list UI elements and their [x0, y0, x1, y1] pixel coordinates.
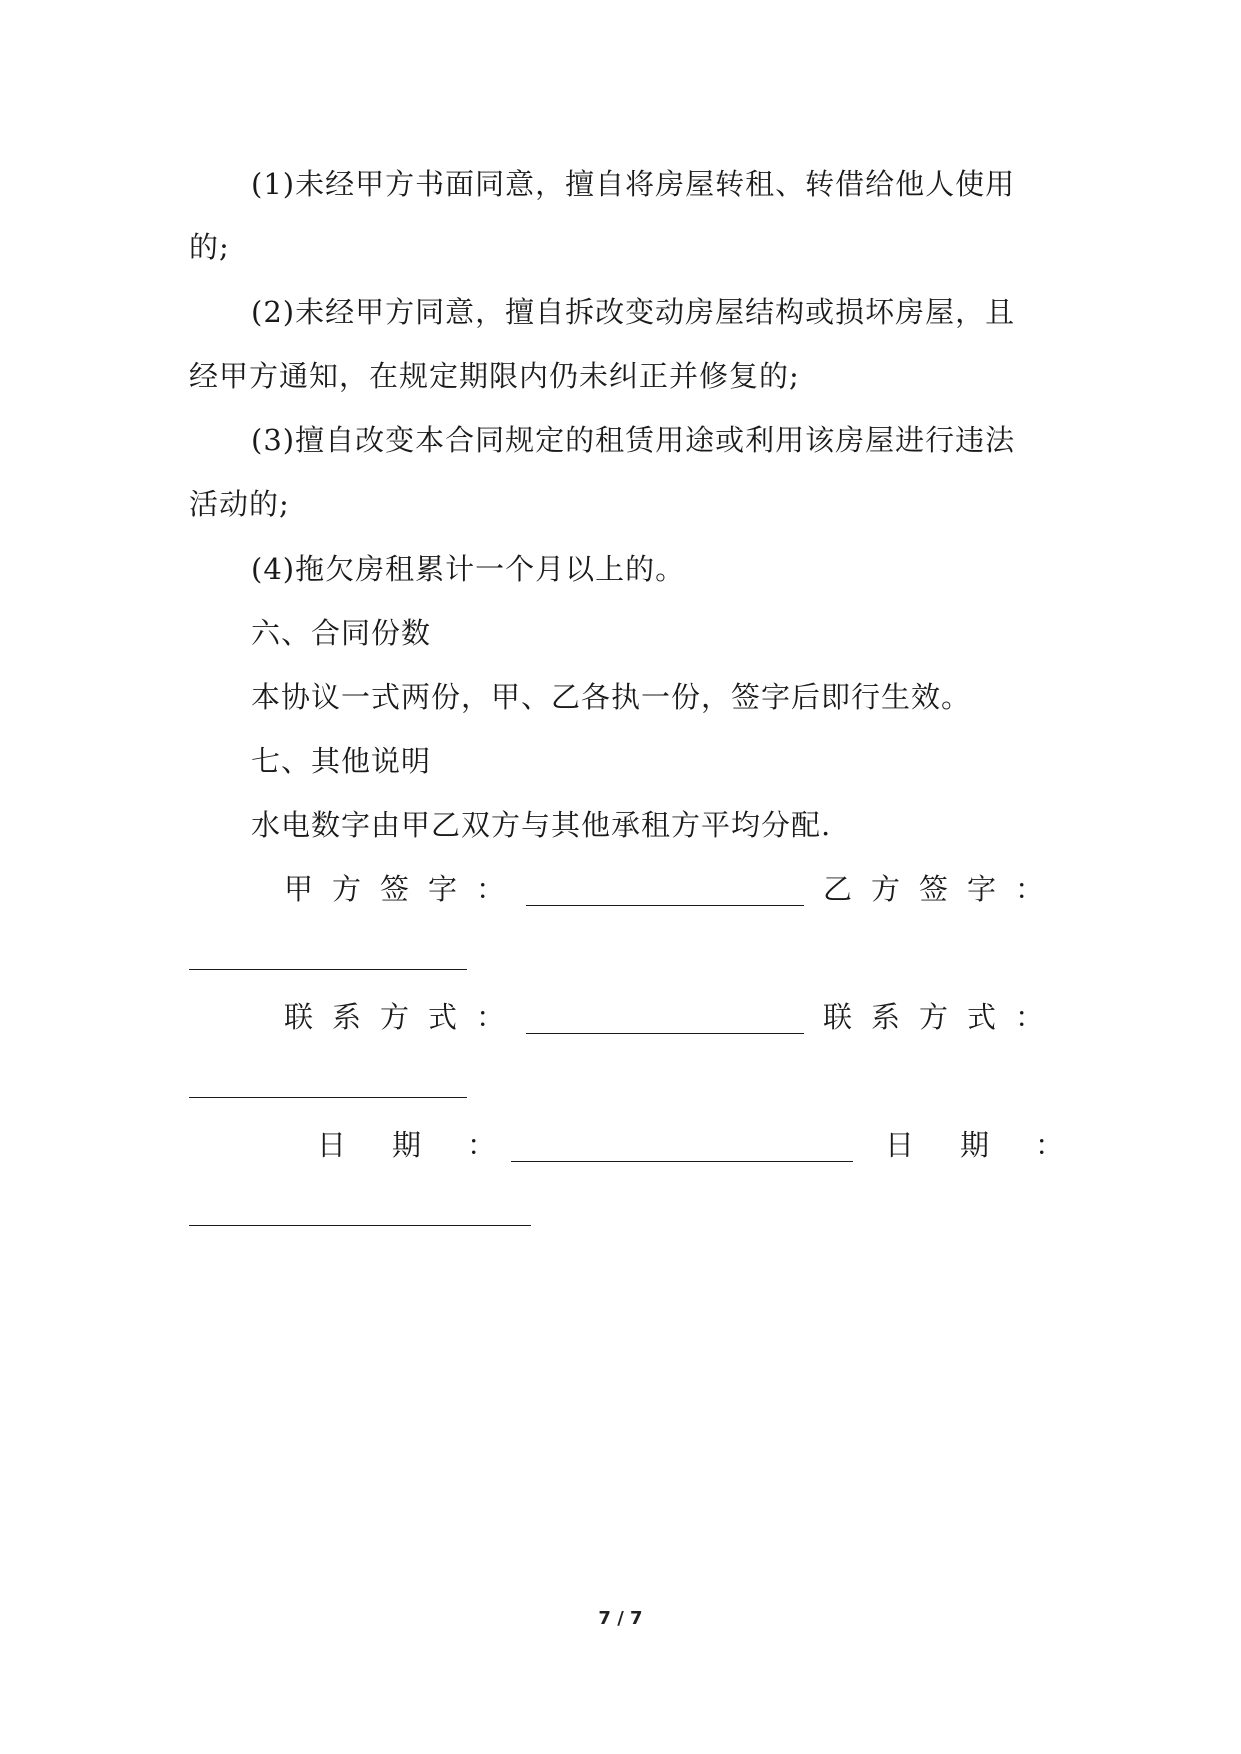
- clause-3-line-2: 活动的;: [189, 487, 290, 521]
- clause-4: (4)拖欠房租累计一个月以上的。: [251, 552, 686, 586]
- contact-b-blank[interactable]: [189, 1071, 467, 1098]
- date-a-blank[interactable]: [511, 1135, 853, 1162]
- contact-a-blank[interactable]: [526, 1007, 804, 1034]
- date-b-label: 日期：: [885, 1128, 1111, 1162]
- date-b-blank[interactable]: [189, 1199, 531, 1226]
- clause-2-line-2: 经甲方通知，在规定期限内仍未纠正并修复的;: [189, 359, 800, 393]
- section-7-heading: 七、其他说明: [251, 744, 432, 778]
- clause-3-line-1: (3)擅自改变本合同规定的租赁用途或利用该房屋进行违法: [251, 423, 1016, 457]
- page-number: 7 / 7: [598, 1608, 643, 1629]
- party-a-sign-label: 甲方签字：: [284, 872, 525, 906]
- clause-2-line-1: (2)未经甲方同意，擅自拆改变动房屋结构或损坏房屋，且: [251, 295, 1016, 329]
- contact-b-label: 联系方式：: [823, 1000, 1064, 1034]
- section-6-body: 本协议一式两份，甲、乙各执一份，签字后即行生效。: [251, 680, 972, 714]
- clause-1-line-2: 的;: [189, 230, 230, 264]
- section-6-heading: 六、合同份数: [251, 616, 432, 650]
- party-a-sign-blank[interactable]: [526, 879, 804, 906]
- party-b-sign-blank[interactable]: [189, 943, 467, 970]
- section-7-body: 水电数字由甲乙双方与其他承租方平均分配.: [251, 808, 832, 842]
- date-a-label: 日期：: [317, 1128, 543, 1162]
- party-b-sign-label: 乙方签字：: [823, 872, 1064, 906]
- clause-1-line-1: (1)未经甲方书面同意，擅自将房屋转租、转借给他人使用: [251, 167, 1016, 201]
- contact-a-label: 联系方式：: [284, 1000, 525, 1034]
